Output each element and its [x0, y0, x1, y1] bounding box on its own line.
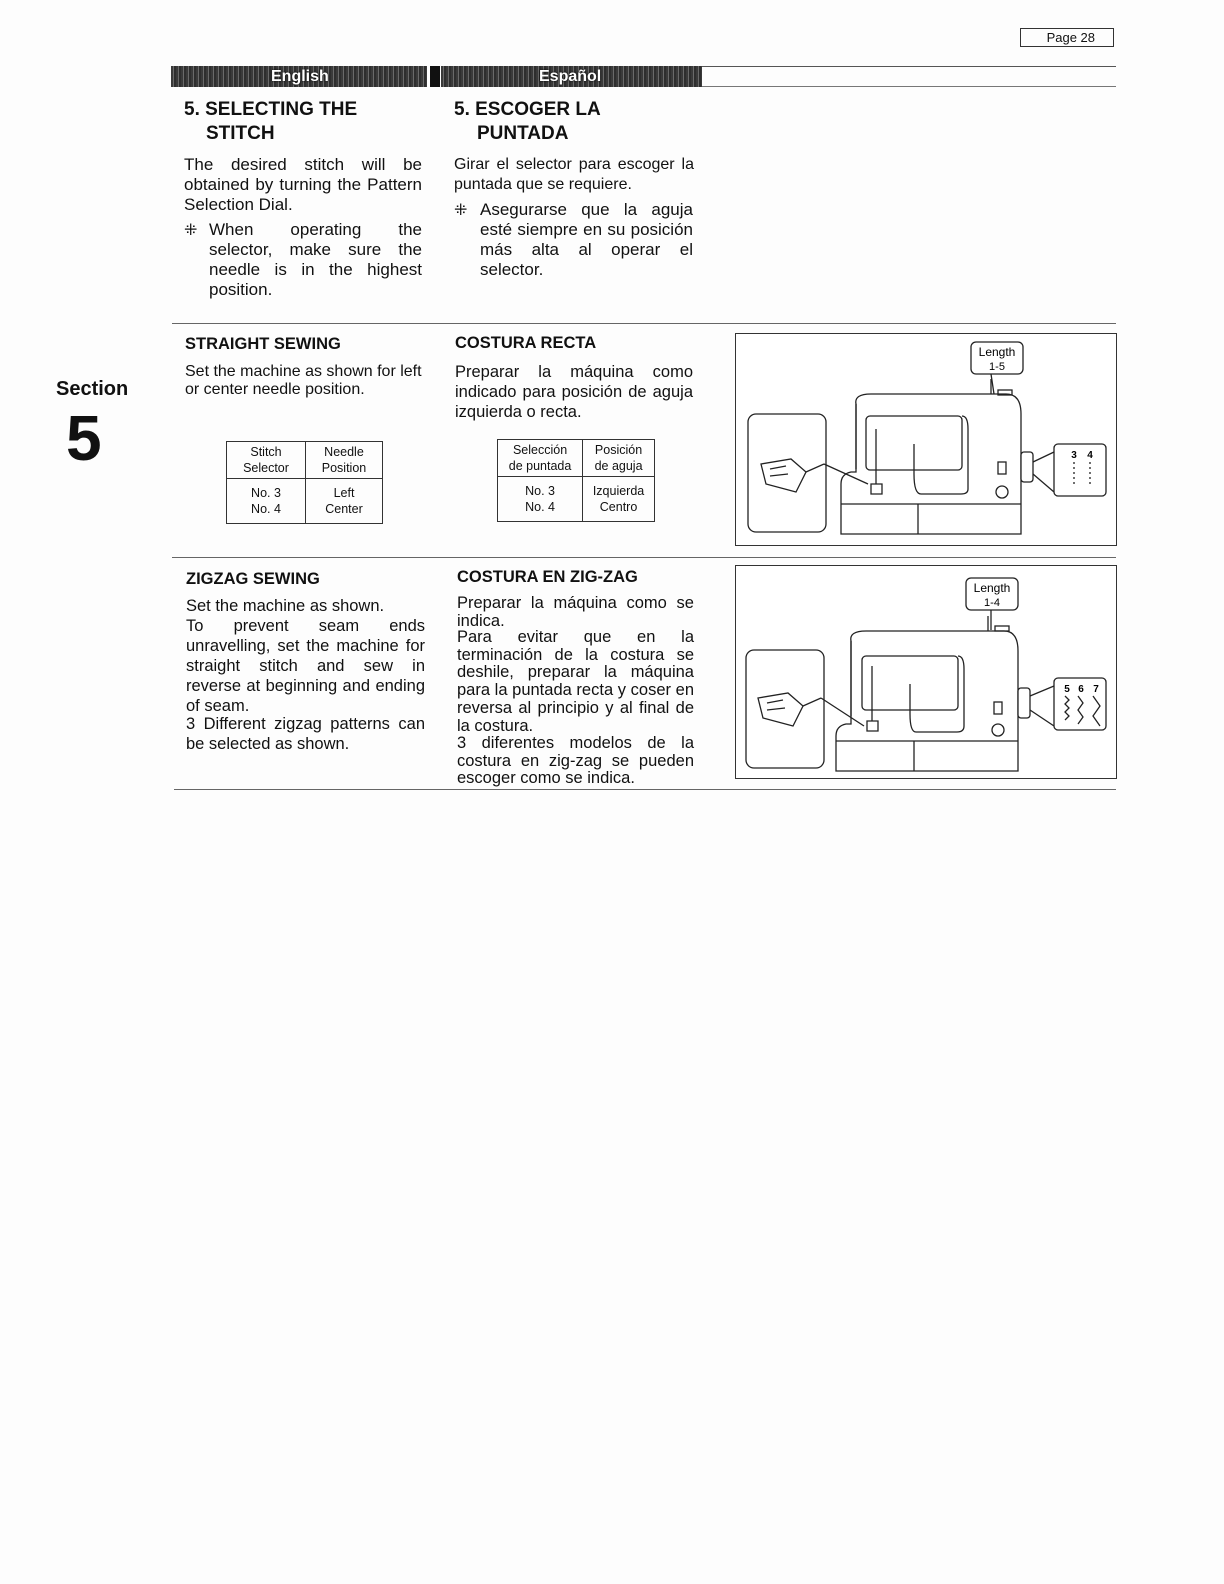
header-rule-top [702, 66, 1116, 67]
table-cell [227, 479, 306, 524]
table-header [227, 442, 306, 479]
dial-number: 3 [1071, 450, 1077, 461]
cell-text: Centro [599, 500, 638, 514]
en-selecting-body: The desired stitch will be obtained by turning the Pattern Selection Dial. [184, 155, 422, 214]
cell-text: Center [325, 502, 363, 516]
table-header-line: Position [321, 461, 367, 475]
es-zigzag-line-1: Preparar la máquina como se indica. [457, 594, 694, 630]
page-number: Page 28 [1020, 28, 1114, 47]
es-selecting-note: Asegurarse que la aguja esté siempre en su posición más alta al operar el selector. [480, 200, 693, 279]
es-zigzag-heading: COSTURA EN ZIG-ZAG [457, 568, 638, 586]
table-header-line: Posición [594, 443, 643, 457]
table-cell [498, 477, 583, 522]
header-separator [430, 66, 440, 87]
dial-number: 4 [1087, 450, 1093, 461]
dial-number: 7 [1093, 684, 1099, 695]
table-header-line: Selección [512, 443, 568, 457]
cell-text: Izquierda [592, 484, 645, 498]
es-straight-body: Preparar la máquina como indicado para posición de aguja izquierda o recta. [455, 363, 693, 421]
en-selecting-note: When operating the selector, make sure the needle is in the highest position. [209, 220, 422, 299]
section-label: Section [56, 378, 129, 400]
straight-sewing-figure [735, 333, 1117, 546]
length-label: Length [973, 581, 1011, 595]
sewing-machine-illustration [736, 334, 1116, 545]
divider [172, 557, 1116, 558]
cell-text: No. 3 [525, 484, 555, 498]
cell-text: No. 3 [251, 486, 281, 500]
en-straight-heading: STRAIGHT SEWING [185, 335, 341, 353]
es-selecting-body: Girar el selector para escoger la puntada que se requiere. [454, 156, 694, 193]
length-value: 1-5 [989, 361, 1005, 373]
es-zigzag-line-3: 3 diferentes modelos de la costura en zig-zag se pueden escoger como se indica. [457, 734, 694, 788]
en-selecting-title-1: 5. SELECTING THE [184, 99, 358, 120]
cell-text: Left [333, 486, 355, 500]
divider [172, 323, 1116, 324]
sewing-machine-illustration [736, 566, 1116, 778]
en-selecting-title-2: STITCH [206, 123, 275, 144]
note-icon: ⁜ [184, 222, 198, 239]
table-header [305, 442, 382, 479]
table-header [498, 440, 583, 477]
table-header-line: Selector [243, 461, 289, 475]
es-stitch-table [497, 439, 655, 522]
table-header [583, 440, 655, 477]
spanish-header-bar [441, 66, 702, 87]
length-value: 1-4 [984, 597, 1000, 609]
en-zigzag-heading: ZIGZAG SEWING [186, 570, 320, 588]
en-stitch-table [226, 441, 383, 524]
length-label: Length [978, 345, 1016, 359]
cell-text: No. 4 [525, 500, 555, 514]
table-cell [583, 477, 655, 522]
header-rule-bottom [702, 86, 1116, 87]
table-cell [305, 479, 382, 524]
zigzag-sewing-figure [735, 565, 1117, 779]
es-straight-heading: COSTURA RECTA [455, 334, 597, 352]
en-zigzag-line-2: To prevent seam ends unravelling, set the machine for straight stitch and sew in reverse at beginning and ending of seam. [186, 617, 425, 715]
en-zigzag-line-1: Set the machine as shown. [186, 597, 385, 615]
es-zigzag-line-2: Para evitar que en la terminación de la costura se deshile, preparar la máquina para la puntada recta y coser en reversa al principio y al final de la costura. [457, 628, 694, 735]
dial-number: 5 [1064, 684, 1070, 695]
english-label: English [271, 68, 329, 85]
table-header-line: de puntada [508, 459, 572, 473]
en-zigzag-line-3: 3 Different zigzag patterns can be selected as shown. [186, 715, 425, 753]
divider [174, 789, 1116, 790]
table-header-line: Stitch [250, 445, 282, 459]
table-header-line: de aguja [594, 459, 643, 473]
spanish-label: Español [539, 68, 602, 85]
english-header-bar [171, 66, 427, 87]
es-selecting-title-1: 5. ESCOGER LA [454, 99, 601, 120]
es-selecting-title-2: PUNTADA [477, 123, 569, 144]
section-number: 5 [66, 402, 102, 474]
en-straight-body: Set the machine as shown for left or center needle position. [185, 363, 422, 398]
table-header-line: Needle [324, 445, 364, 459]
dial-number: 6 [1078, 684, 1084, 695]
cell-text: No. 4 [251, 502, 281, 516]
note-icon: ⁜ [454, 202, 468, 219]
